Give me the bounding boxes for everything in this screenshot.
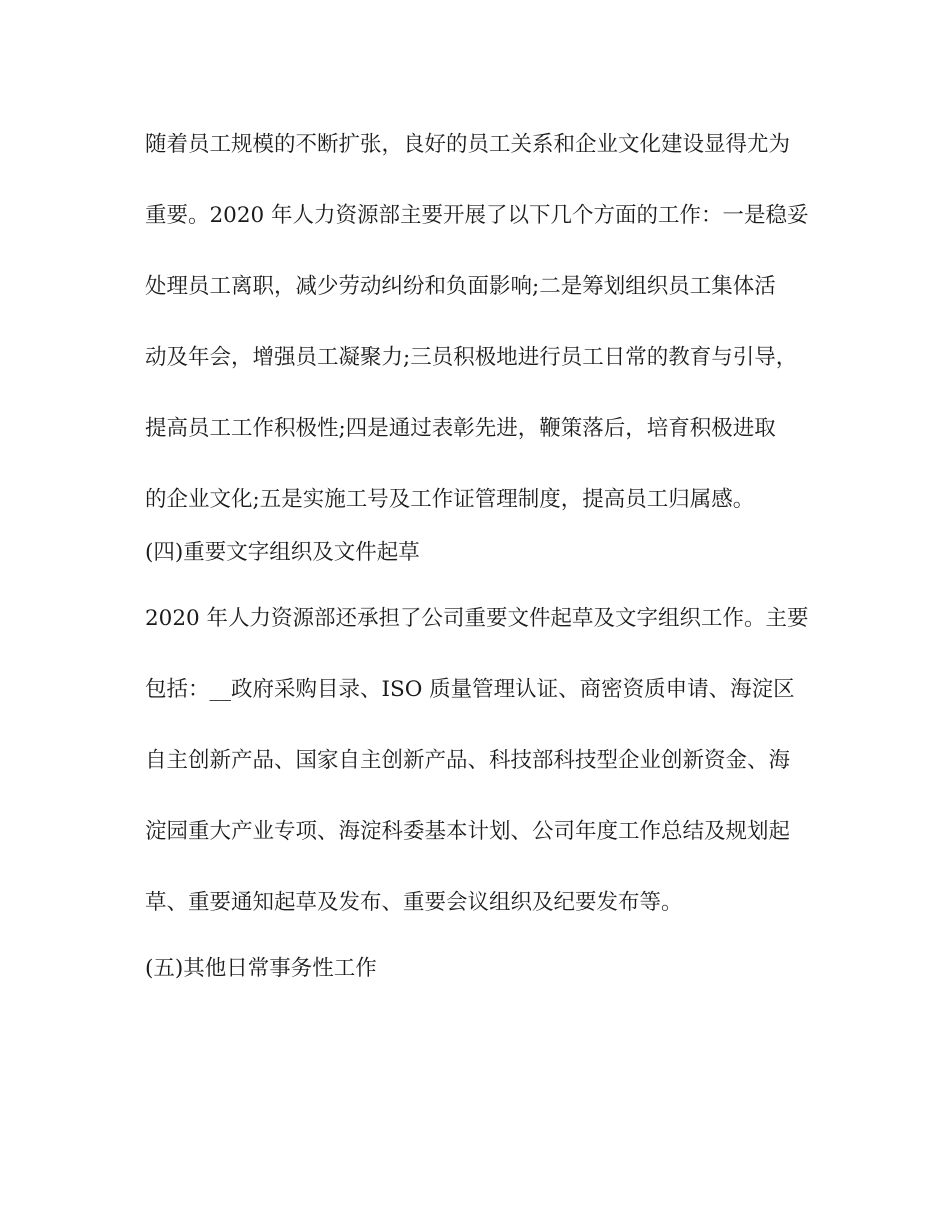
- paragraph-line: 提高员工工作积极性;四是通过表彰先进，鞭策落后，培育积极进取: [145, 416, 776, 441]
- paragraph-line: 包括：__政府采购目录、ISO 质量管理认证、商密资质申请、海淀区: [145, 677, 795, 702]
- paragraph-line: 随着员工规模的不断扩张，良好的员工关系和企业文化建设显得尤为: [145, 132, 791, 157]
- paragraph-line: 动及年会，增强员工凝聚力;三员积极地进行员工日常的教育与引导，: [145, 345, 798, 370]
- paragraph-line: 自主创新产品、国家自主创新产品、科技部科技型企业创新资金、海: [145, 748, 791, 773]
- paragraph-line: 重要。2020 年人力资源部主要开展了以下几个方面的工作：一是稳妥: [145, 203, 809, 228]
- paragraph-line: 淀园重大产业专项、海淀科委基本计划、公司年度工作总结及规划起: [145, 819, 791, 844]
- section-heading-5: (五)其他日常事务性工作: [145, 956, 377, 981]
- section-heading-4: (四)重要文字组织及文件起草: [145, 540, 420, 565]
- paragraph-line: 处理员工离职，减少劳动纠纷和负面影响;二是筹划组织员工集体活: [145, 274, 776, 299]
- paragraph-line: 的企业文化;五是实施工号及工作证管理制度，提高员工归属感。: [145, 487, 755, 512]
- paragraph-line: 2020 年人力资源部还承担了公司重要文件起草及文字组织工作。主要: [145, 606, 809, 631]
- paragraph-line: 草、重要通知起草及发布、重要会议组织及纪要发布等。: [145, 890, 683, 915]
